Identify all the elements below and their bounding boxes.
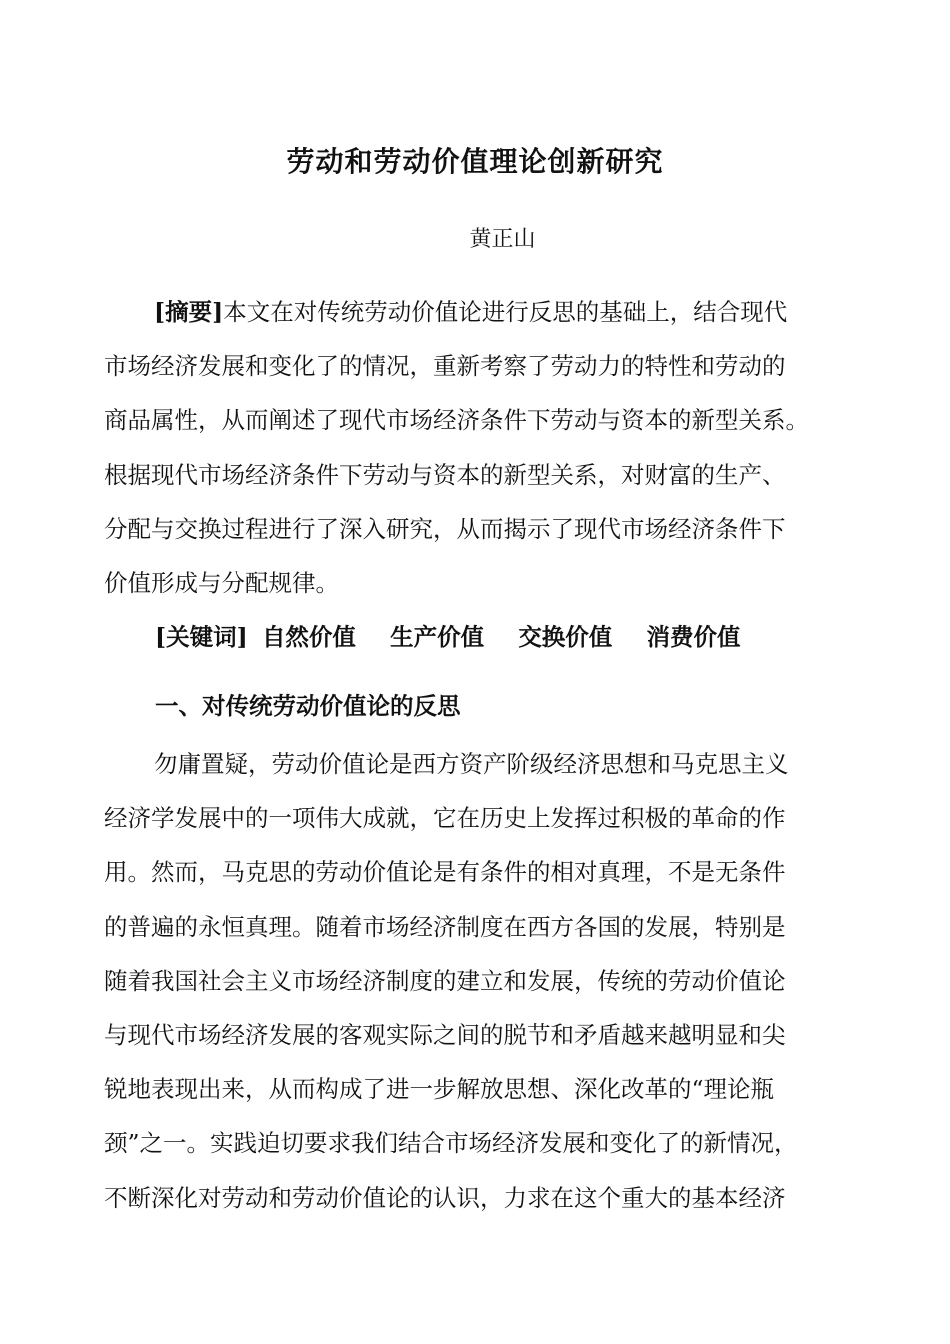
keyword: 自然价值 (261, 623, 356, 651)
keywords-label: [关键词] (155, 623, 248, 651)
abstract-line: 商品属性，从而阐述了现代市场经济条件下劳动与资本的新型关系。 (104, 406, 809, 435)
author-name: 黄正山 (469, 227, 536, 252)
body-line: 用。然而，马克思的劳动价值论是有条件的相对真理，不是无条件 (104, 858, 786, 887)
body-line: 不断深化对劳动和劳动价值论的认识，力求在这个重大的基本经济 (104, 1183, 786, 1212)
abstract-label: [摘要] (154, 298, 224, 326)
body-line: 随着我国社会主义市场经济制度的建立和发展，传统的劳动价值论 (104, 966, 786, 995)
keyword: 消费价值 (646, 623, 741, 651)
abstract-line: 根据现代市场经济条件下劳动与资本的新型关系，对财富的生产、 (104, 460, 786, 489)
abstract-line: 市场经济发展和变化了的情况，重新考察了劳动力的特性和劳动的 (104, 352, 786, 381)
keywords (155, 618, 767, 652)
keyword: 生产价值 (390, 623, 485, 651)
keyword: 交换价值 (518, 623, 613, 651)
abstract-line: 价值形成与分配规律。 (104, 569, 339, 598)
body-line: 勿庸置疑，劳动价值论是西方资产阶级经济思想和马克思主义 (154, 750, 789, 778)
body-line: 锐地表现出来，从而构成了进一步解放思想、深化改革的“理论瓶 (104, 1075, 775, 1104)
body-line: 与现代市场经济发展的客观实际之间的脱节和矛盾越来越明显和尖 (104, 1021, 786, 1050)
body-line: 颈”之一。实践迫切要求我们结合市场经济发展和变化了的新情况， (104, 1129, 798, 1158)
body-line: 经济学发展中的一项伟大成就，它在历史上发挥过积极的革命的作 (104, 804, 786, 833)
abstract-line: [摘要]本文在对传统劳动价值论进行反思的基础上，结合现代 (154, 298, 788, 326)
body-line: 的普遍的永恒真理。随着市场经济制度在西方各国的发展，特别是 (104, 912, 786, 941)
abstract (104, 285, 884, 610)
abstract-line: 分配与交换过程进行了深入研究，从而揭示了现代市场经济条件下 (104, 514, 786, 543)
section-body (104, 737, 884, 1225)
paper-title: 劳动和劳动价值理论创新研究 (286, 145, 664, 178)
section-heading: 一、对传统劳动价值论的反思 (155, 692, 461, 720)
